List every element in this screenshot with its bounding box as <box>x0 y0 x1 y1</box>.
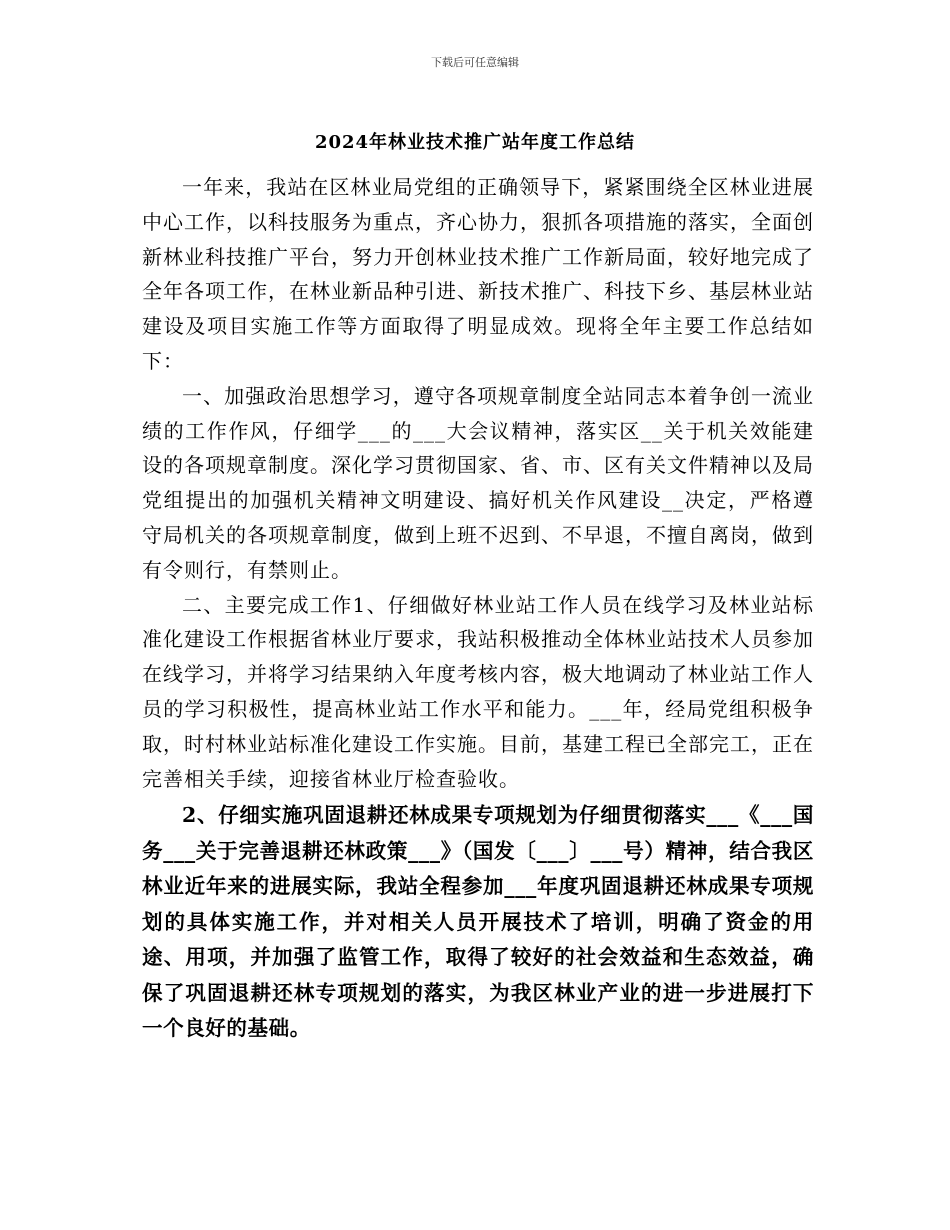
paragraph-section-2: 二、主要完成工作1、仔细做好林业站工作人员在线学习及林业站标准化建设工作根据省林业厅要求，我站积极推动全体林业站技术人员参加在线学习，并将学习结果纳入年度考核内容，极大地调动了林业站工作人员的学习积极性，提高林业站工作水平和能力。___年，经局党组积极争取，时村林业站标准化建设工作实施。目前，基建工程已全部完工，正在完善相关手续，迎接省林业厅检查验收。 <box>142 592 814 791</box>
document-body <box>142 170 814 1047</box>
paragraph-intro: 一年来，我站在区林业局党组的正确领导下，紧紧围绕全区林业进展中心工作，以科技服务为重点，齐心协力，狠抓各项措施的落实，全面创新林业科技推广平台，努力开创林业技术推广工作新局面，较好地完成了全年各项工作，在林业新品种引进、新技术推广、科技下乡、基层林业站建设及项目实施工作等方面取得了明显成效。现将全年主要工作总结如下： <box>142 175 814 373</box>
document-title: 2024年林业技术推广站年度工作总结 <box>314 132 636 153</box>
header-note: 下载后可任意编辑 <box>431 56 519 69</box>
paragraph-section-1: 一、加强政治思想学习，遵守各项规章制度全站同志本着争创一流业绩的工作作风，仔细学___的___大会议精神，落实区__关于机关效能建设的各项规章制度。深化学习贯彻国家、省、市、区有关文件精神以及局党组提出的加强机关精神文明建设、搞好机关作风建设__决定，严格遵守局机关的各项规章制度，做到上班不迟到、不早退，不擅自离岗，做到有令则行，有禁则止。 <box>142 383 814 582</box>
paragraph-section-2-item-2: 2、仔细实施巩固退耕还林成果专项规划为仔细贯彻落实___《___国务___关于完善退耕还林政策___》（国发〔___〕___号）精神，结合我区林业近年来的进展实际，我站全程参加___年度巩固退耕还林成果专项规划的具体实施工作，并对相关人员开展技术了培训，明确了资金的用途、用项，并加强了监管工作，取得了较好的社会效益和生态效益，确保了巩固退耕还林专项规划的落实，为我区林业产业的进一步进展打下一个良好的基础。 <box>142 803 814 1041</box>
